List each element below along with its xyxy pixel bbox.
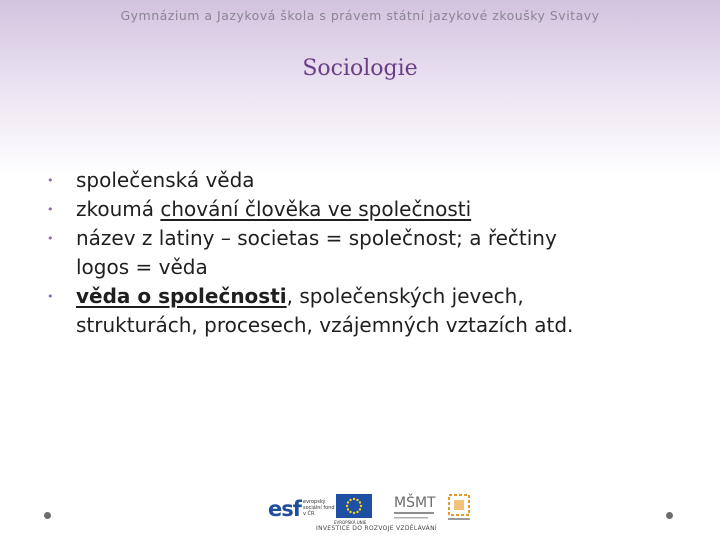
list-item <box>44 166 704 195</box>
op-vk-logo-icon <box>444 493 474 523</box>
bullet-text: , společenských jevech, <box>286 284 524 308</box>
bullet-icon: • <box>47 203 54 216</box>
corner-dot-left <box>44 512 51 519</box>
list-item <box>44 224 704 282</box>
bullet-text: společenská věda <box>76 168 255 192</box>
msmt-logo-icon <box>390 490 438 524</box>
bullet-icon: • <box>47 174 54 187</box>
esf-logo-icon <box>268 493 334 525</box>
underlined-phrase: chování člověka ve společnosti <box>160 197 472 221</box>
bullet-text-line2: logos = věda <box>76 255 208 279</box>
list-item <box>44 195 704 224</box>
slide-title: Sociologie <box>302 56 418 81</box>
eu-flag-icon <box>336 494 372 518</box>
bullet-text-line2: strukturách, procesech, vzájemných vztazích atd. <box>76 313 574 337</box>
msmt-logo-text: MŠMT <box>394 495 436 511</box>
bullet-icon: • <box>47 290 54 303</box>
bullet-icon: • <box>47 232 54 245</box>
bold-underlined-phrase: věda o společnosti <box>76 284 287 308</box>
bullet-list <box>44 166 704 340</box>
bullet-text-line1: název z latiny – societas = společnost; a řečtiny <box>76 226 557 250</box>
eu-subtext: EVROPSKÁ UNIE <box>334 520 367 525</box>
bullet-text: zkoumá <box>76 197 161 221</box>
corner-dot-right <box>666 512 673 519</box>
list-item <box>44 282 704 340</box>
school-name-header: Gymnázium a Jazyková škola s právem státní jazykové zkoušky Svitavy <box>120 8 600 23</box>
funding-caption: INVESTICE DO ROZVOJE VZDĚLÁVÁNÍ <box>316 525 437 532</box>
esf-logo-text: esf <box>268 497 301 521</box>
esf-subtext: evropský sociální fond v ČR <box>303 499 335 517</box>
